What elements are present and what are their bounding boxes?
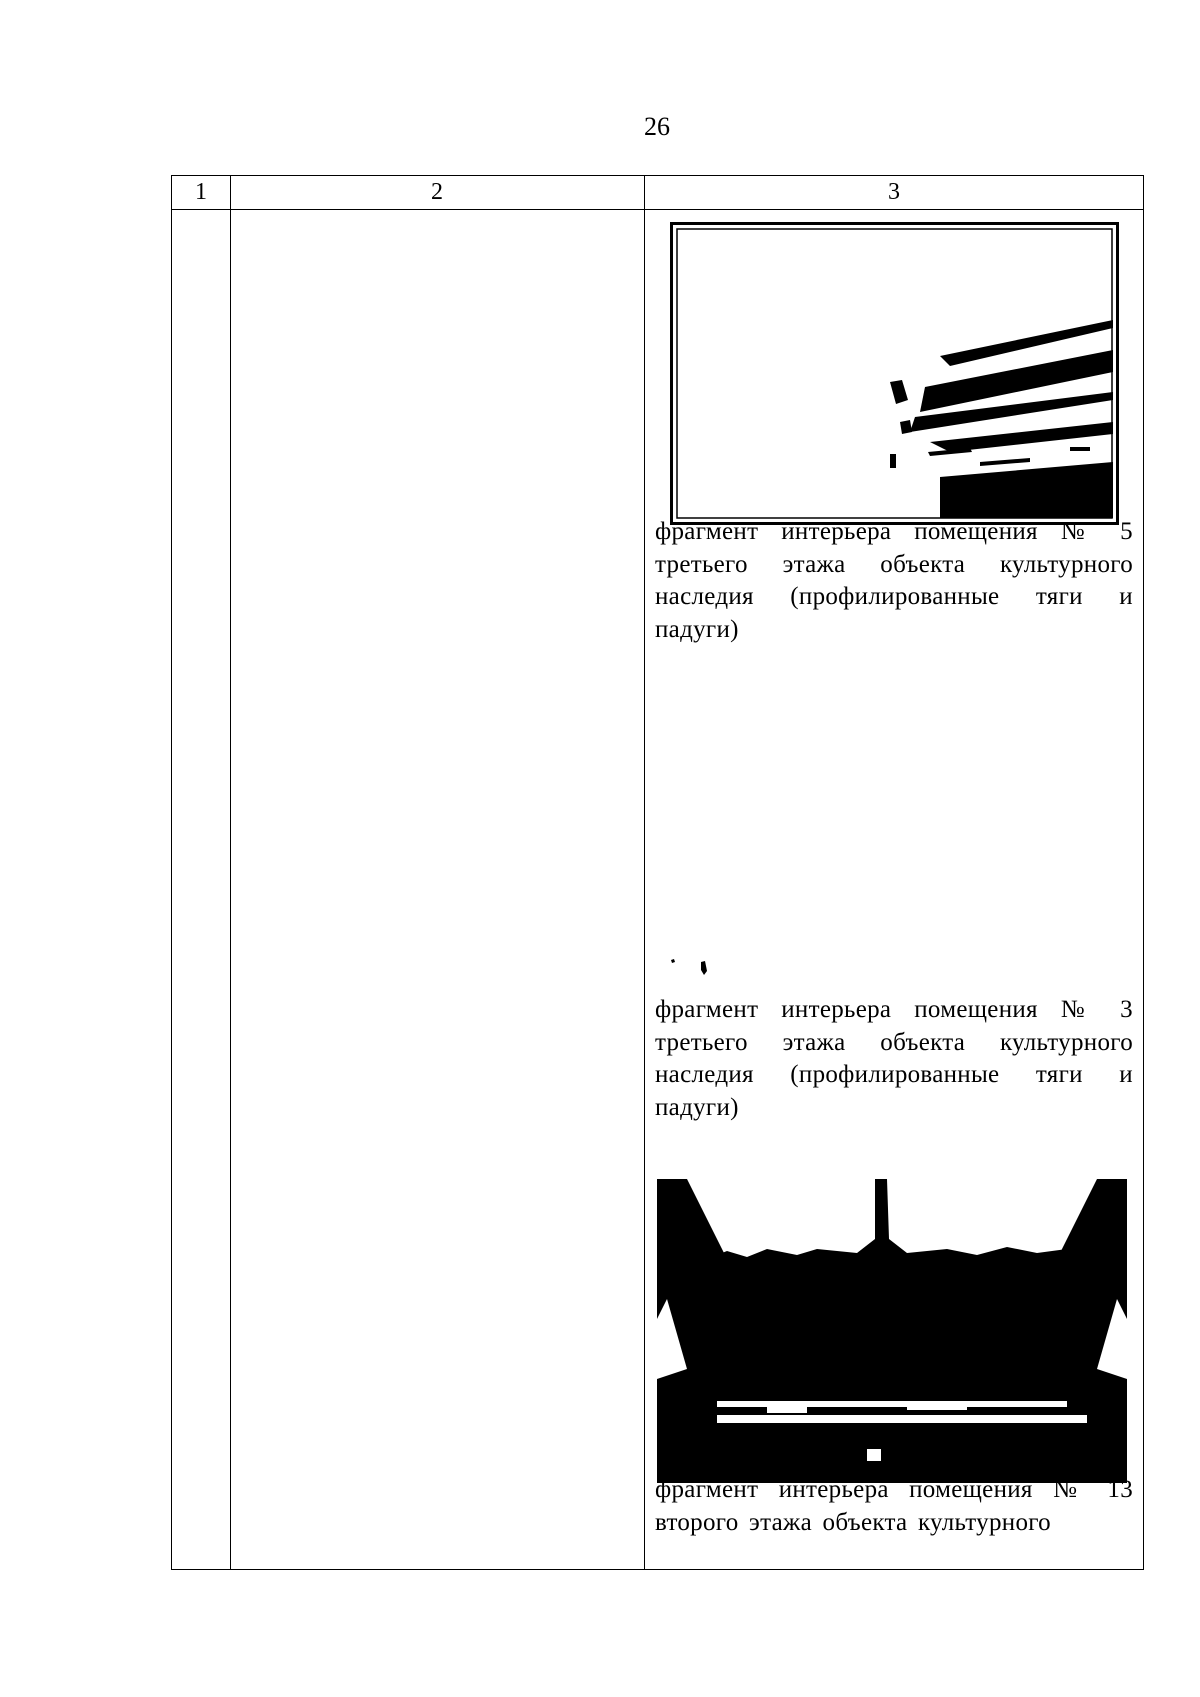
- row-cell-description: [231, 210, 644, 1568]
- caption-room-13: фрагмент интерьера помещения № 13 второго этажа объекта культурного: [655, 1476, 1133, 1536]
- interior-photo-room-5: [670, 222, 1119, 525]
- caption-room-3: фрагмент интерьера помещения № 3 третьего этажа объекта культурного наследия (профилированные тяги и падуги): [655, 996, 1133, 1121]
- caption-room-5: фрагмент интерьера помещения № 5 третьего этажа объекта культурного наследия (профилированные тяги и падуги): [655, 518, 1133, 643]
- row-cell-number: [172, 210, 230, 1568]
- header-cell-2: 2: [431, 179, 443, 205]
- interior-photo-room-3: [655, 946, 1133, 986]
- header-cell-3: 3: [888, 179, 900, 205]
- column-divider-2-3: [644, 176, 645, 1569]
- header-cell-1: 1: [195, 179, 207, 205]
- page-number: 26: [644, 112, 670, 141]
- document-table: [171, 175, 1144, 1570]
- interior-photo-room-13: [657, 1179, 1127, 1483]
